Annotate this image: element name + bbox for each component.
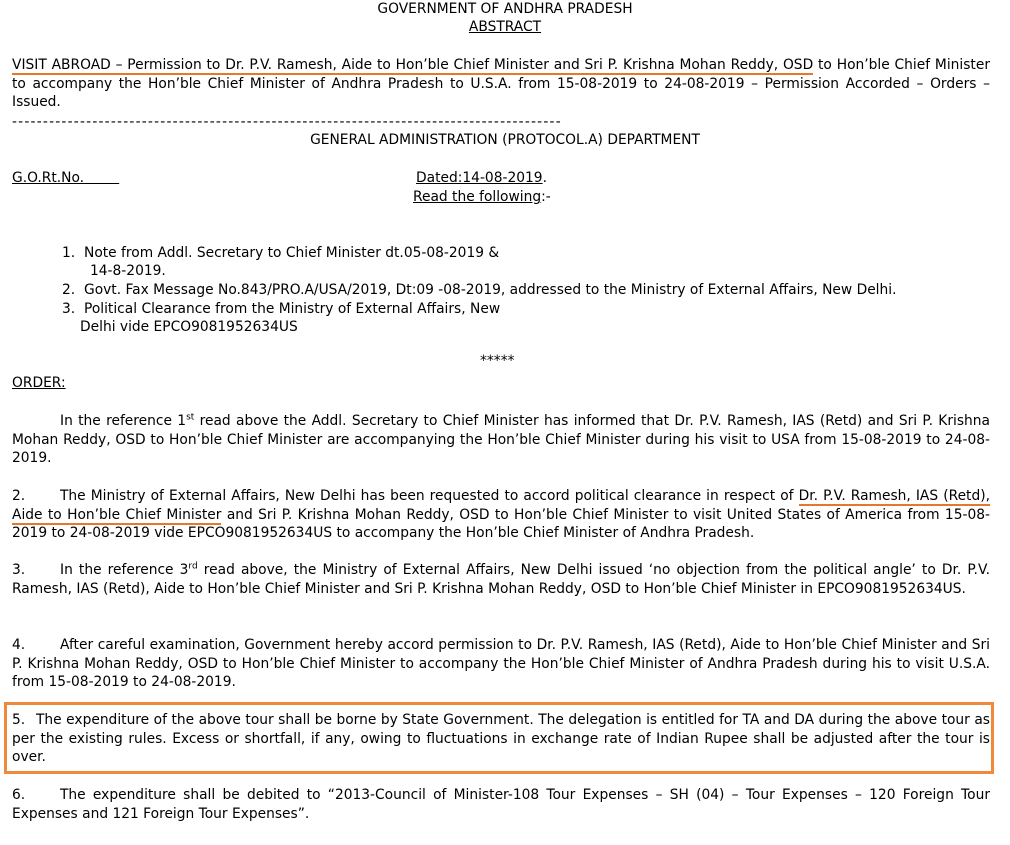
order-paragraph-5 xyxy=(12,711,990,767)
subject-rest: to Hon’ble Chief Minister to accompany the Hon’ble Chief Minister of Andhra Pradesh to U.S.A. from 15-08-2019 to 24-08-2019 – Permission Accorded – Orders – Issued. xyxy=(12,57,990,111)
government-title: GOVERNMENT OF ANDHRA PRADESH xyxy=(377,1,633,17)
stars-divider: ***** xyxy=(480,353,515,369)
order-paragraph-1 xyxy=(12,412,990,468)
p4-number: 4. xyxy=(12,637,26,653)
order-paragraph-6 xyxy=(12,786,990,823)
go-number xyxy=(12,169,119,188)
subject-highlight: VISIT ABROAD – Permission to Dr. P.V. Ramesh, Aide to Hon’ble Chief Minister and Sri P. Krishna Mohan Reddy, OSD xyxy=(12,57,814,73)
p2-text-a: The Ministry of External Affairs, New Delhi has been requested to accord political clearance in respect of xyxy=(60,488,799,504)
order-heading: ORDER: xyxy=(12,375,66,391)
order-paragraph-4 xyxy=(12,636,990,692)
department-heading: GENERAL ADMINISTRATION (PROTOCOL.A) DEPARTMENT xyxy=(310,132,700,148)
reference-1-num: 1. xyxy=(62,245,76,261)
p1-text-a: In the reference 1 xyxy=(60,413,187,429)
p4-text: After careful examination, Government hereby accord permission to Dr. P.V. Ramesh, IAS (Retd), Aide to Hon’ble Chief Minister and Sri P. Krishna Mohan Reddy, OSD to Hon’ble Chief Minister to accompany the Hon’ble Chief Minister of Andhra Pradesh during his to visit U.S.A. from 15-08-2019 to 24-08-2019. xyxy=(12,637,990,691)
p6-text: The expenditure shall be debited to “2013-Council of Minister-108 Tour Expenses – SH (04) – Tour Expenses – 120 Foreign Tour Expenses and 121 Foreign Tour Expenses”. xyxy=(12,787,990,822)
abstract-heading: ABSTRACT xyxy=(468,19,542,35)
p3-superscript: rd xyxy=(188,561,198,572)
p3-number: 3. xyxy=(12,562,26,578)
order-paragraph-3 xyxy=(12,561,990,598)
reference-2-num: 2. xyxy=(62,282,76,298)
p1-superscript: st xyxy=(186,412,195,423)
p3-text-b: read above, the Ministry of External Affairs, New Delhi issued ‘no objection from the political angle’ to Dr. P.V. Ramesh, IAS (Retd), Aide to Hon’ble Chief Minister and Sri P. Krishna Mohan Reddy, OSD to Hon’ble Chief Minister in EPCO9081952634US. xyxy=(12,562,990,597)
order-heading-wrap xyxy=(12,374,66,393)
p2-text-b: and Sri P. Krishna Mohan Reddy, OSD to Hon’ble Chief Minister to visit United States of America from 15-08-2019 to 24-08-2019 vide EPCO9081952634US to accompany the Hon’ble Chief Minister of Andhra Pradesh. xyxy=(12,506,990,542)
go-number-blank xyxy=(84,170,119,186)
go-number-label: G.O.Rt.No. xyxy=(12,170,85,186)
p2-highlight: Dr. P.V. Ramesh, IAS (Retd), Aide to Hon’ble Chief Minister xyxy=(12,488,990,523)
read-following-text: Read the following xyxy=(413,189,542,205)
p6-number: 6. xyxy=(12,787,26,803)
p5-number: 5. xyxy=(12,712,26,728)
reference-3-num: 3. xyxy=(62,301,76,317)
read-following-suffix: :- xyxy=(541,189,551,205)
read-following-line xyxy=(413,188,551,207)
reference-3-line2: Delhi vide EPCO9081952634US xyxy=(80,319,298,335)
p5-text: The expenditure of the above tour shall be borne by State Government. The delegation is entitled for TA and DA during the above tour as per the existing rules. Excess or shortfall, if any, owing to fluctuations in exchange rate of Indian Rupee shall be adjusted after the tour is over. xyxy=(12,712,990,766)
p1-text-b: read above the Addl. Secretary to Chief Minister has informed that Dr. P.V. Ramesh, IAS (Retd) and Sri P. Krishna Mohan Reddy, OSD to Hon’ble Chief Minister are accompanying the Hon’ble Chief Minister during his visit to USA from 15-08-2019 to 24-08-2019. xyxy=(12,413,990,467)
abstract-heading-wrap xyxy=(0,18,1010,37)
separator-line: ----------------------------------------------------------------------------------------- xyxy=(12,114,562,130)
subject-paragraph xyxy=(12,56,990,112)
reference-3-line1: Political Clearance from the Ministry of External Affairs, New xyxy=(84,301,501,317)
p3-text-a: In the reference 3 xyxy=(60,562,189,578)
dated-text: Dated:14-08-2019 xyxy=(416,170,543,186)
dated-line xyxy=(416,169,547,188)
order-paragraph-2 xyxy=(12,487,990,543)
dated-period: . xyxy=(542,170,547,186)
reference-1-line2: 14-8-2019. xyxy=(90,263,166,279)
p2-number: 2. xyxy=(12,488,26,504)
reference-2-line1: Govt. Fax Message No.843/PRO.A/USA/2019, Dt:09 -08-2019, addressed to the Ministry of External Affairs, New Delhi. xyxy=(84,282,897,298)
reference-1-line1: Note from Addl. Secretary to Chief Minister dt.05-08-2019 & xyxy=(84,245,500,261)
